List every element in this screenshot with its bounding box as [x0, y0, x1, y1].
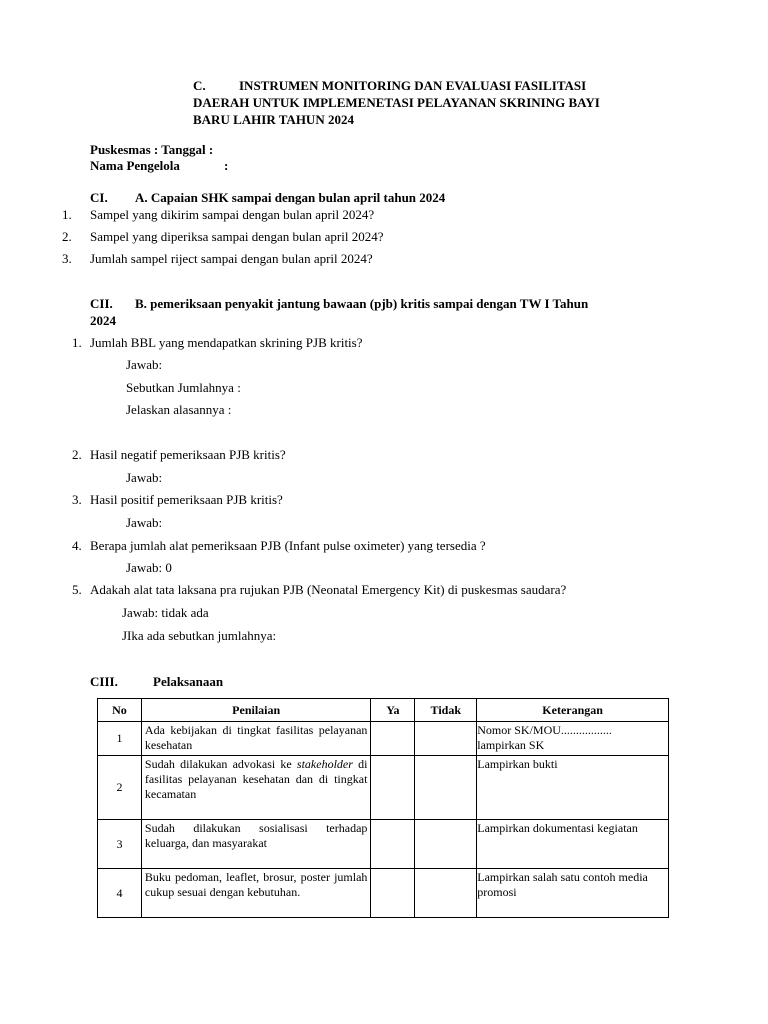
table-row [98, 869, 669, 918]
row-4-keterangan: Lampirkan salah satu contoh media promosi [477, 869, 669, 918]
c1-item-1-text: Sampel yang dikirim sampai dengan bulan april 2024? [90, 207, 375, 222]
row-1-ya[interactable] [371, 722, 415, 756]
row-3-keterangan: Lampirkan dokumentasi kegiatan [477, 820, 669, 869]
row-1-penilaian: Ada kebijakan di tingkat fasilitas pelayanan kesehatan [141, 722, 370, 756]
title-line-1: INSTRUMEN MONITORING DAN EVALUASI FASILITASI [239, 78, 587, 93]
row-1-keterangan-line-2: lampirkan SK [477, 738, 545, 752]
c2-q2-number: 2. [72, 447, 82, 462]
c2-q2-text: Hasil negatif pemeriksaan PJB kritis? [90, 447, 286, 462]
row-2-ya[interactable] [371, 756, 415, 820]
pengelola-colon: : [224, 158, 229, 173]
row-2-keterangan: Lampirkan bukti [477, 756, 669, 820]
row-2-penilaian [141, 756, 370, 820]
section-c1-marker: CI. [90, 190, 108, 205]
header-no: No [98, 699, 142, 722]
row-1-tidak[interactable] [415, 722, 477, 756]
row-3-penilaian: Sudah dilakukan sosialisasi terhadap keluarga, dan masyarakat [141, 820, 370, 869]
row-4-no: 4 [98, 869, 142, 918]
header-penilaian: Penilaian [141, 699, 370, 722]
section-c3-marker: CIII. [90, 674, 118, 689]
table-header-row [98, 699, 669, 722]
header-ya: Ya [371, 699, 415, 722]
c2-q3-answer: Jawab: [126, 515, 163, 530]
c2-q1-reason: Jelaskan alasannya : [126, 402, 232, 417]
c1-item-2-number: 2. [62, 229, 72, 244]
header-tidak: Tidak [415, 699, 477, 722]
c1-item-3-number: 3. [62, 251, 72, 266]
row-2-penilaian-em: stakeholder [296, 757, 353, 771]
row-4-tidak[interactable] [415, 869, 477, 918]
c2-q4-answer: Jawab: 0 [126, 560, 172, 575]
section-c2-marker: CII. [90, 296, 113, 311]
c2-q5-answer: Jawab: tidak ada [122, 605, 209, 620]
row-4-ya[interactable] [371, 869, 415, 918]
row-1-keterangan [477, 722, 669, 756]
row-1-keterangan-line-1: Nomor SK/MOU................. [477, 723, 612, 737]
title-line-3: BARU LAHIR TAHUN 2024 [193, 112, 354, 127]
row-3-ya[interactable] [371, 820, 415, 869]
row-2-penilaian-a: Sudah dilakukan advokasi ke [144, 757, 292, 771]
row-2-penilaian-b: di fasilitas pelayanan kesehatan dan di tingkat kecamatan [144, 757, 368, 801]
c1-item-1-number: 1. [62, 207, 72, 222]
c2-q5-text: Adakah alat tata laksana pra rujukan PJB (Neonatal Emergency Kit) di puskesmas saudara? [90, 582, 567, 597]
c2-q5-number: 5. [72, 582, 82, 597]
c2-q3-text: Hasil positif pemeriksaan PJB kritis? [90, 492, 283, 507]
assessment-table [97, 698, 669, 918]
title-line-2: DAERAH UNTUK IMPLEMENETASI PELAYANAN SKRINING BAYI [193, 95, 600, 110]
row-4-penilaian: Buku pedoman, leaflet, brosur, poster jumlah cukup sesuai dengan kebutuhan. [141, 869, 370, 918]
c2-q2-answer: Jawab: [126, 470, 163, 485]
c2-q3-number: 3. [72, 492, 82, 507]
pengelola-label: Nama Pengelola [90, 158, 180, 173]
c2-q1-number: 1. [72, 335, 82, 350]
c2-q1-text: Jumlah BBL yang mendapatkan skrining PJB kritis? [90, 335, 363, 350]
document-title [193, 77, 677, 128]
row-1-no: 1 [98, 722, 142, 756]
c2-q1-count: Sebutkan Jumlahnya : [126, 380, 241, 395]
row-2-tidak[interactable] [415, 756, 477, 820]
row-3-no: 3 [98, 820, 142, 869]
table-row [98, 722, 669, 756]
row-2-no: 2 [98, 756, 142, 820]
section-c2-heading-line-1: B. pemeriksaan penyakit jantung bawaan (pjb) kritis sampai dengan TW I Tahun [135, 296, 589, 311]
puskesmas-field: Puskesmas : Tanggal : [90, 142, 214, 157]
c2-q1-answer: Jawab: [126, 357, 163, 372]
section-c2-heading-line-2: 2024 [90, 313, 116, 328]
c2-q5-if-any: JIka ada sebutkan jumlahnya: [122, 628, 277, 643]
c1-item-2-text: Sampel yang diperiksa sampai dengan bulan april 2024? [90, 229, 384, 244]
section-c3-heading: Pelaksanaan [153, 674, 224, 689]
header-keterangan: Keterangan [477, 699, 669, 722]
c1-item-3-text: Jumlah sampel riject sampai dengan bulan april 2024? [90, 251, 373, 266]
section-c1-heading: A. Capaian SHK sampai dengan bulan april tahun 2024 [135, 190, 446, 205]
c2-q4-text: Berapa jumlah alat pemeriksaan PJB (Infant pulse oximeter) yang tersedia ? [90, 538, 486, 553]
table-row [98, 756, 669, 820]
table-row [98, 820, 669, 869]
row-3-tidak[interactable] [415, 820, 477, 869]
title-marker: C. [193, 78, 206, 93]
c2-q4-number: 4. [72, 538, 82, 553]
